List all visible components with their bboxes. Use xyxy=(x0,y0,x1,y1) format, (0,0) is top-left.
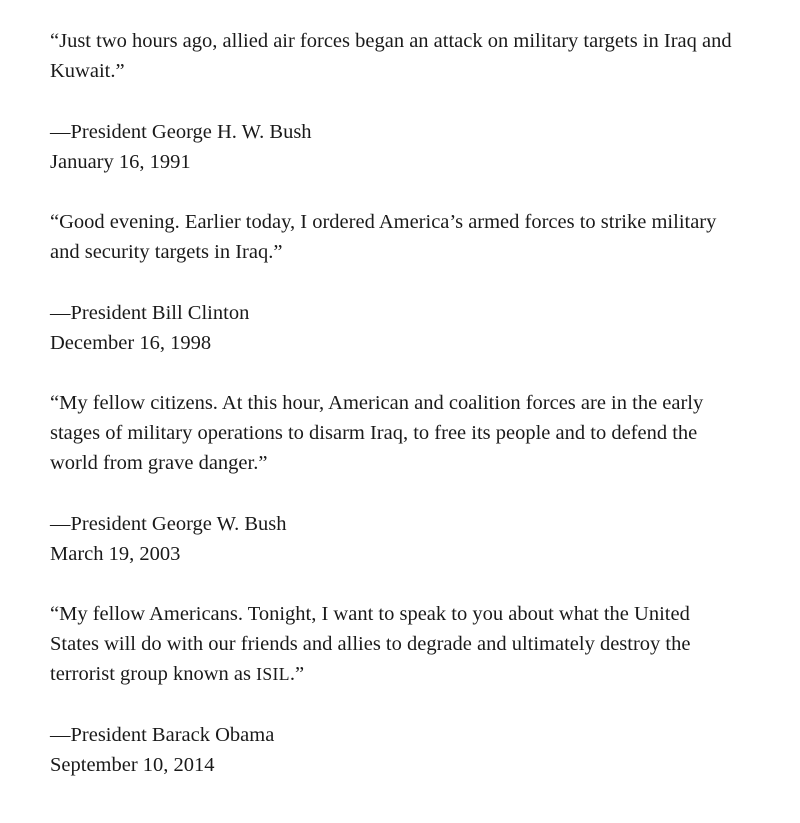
quote-speaker: —President Barack Obama xyxy=(50,724,275,746)
quote-date: December 16, 1998 xyxy=(50,332,212,354)
quote-text: “Good evening. Earlier today, I ordered America’s armed forces to strike military and security targets in Iraq.” xyxy=(50,211,717,263)
article-body xyxy=(50,26,750,780)
quote-text-before: “My fellow Americans. Tonight, I want to speak to you about what the United States will do with our friends and allies to degrade and ultimately destroy the terrorist group known as xyxy=(50,603,691,685)
quote-attribution xyxy=(50,117,750,177)
quote-entry-bush-2003 xyxy=(50,388,750,569)
quote-attribution xyxy=(50,298,750,358)
quote-attribution xyxy=(50,509,750,569)
quote-text-after: .” xyxy=(289,663,305,685)
quote-attribution xyxy=(50,720,750,780)
quote-speaker: —President Bill Clinton xyxy=(50,302,250,324)
quote-entry-obama-2014 xyxy=(50,599,750,780)
quote-date: March 19, 2003 xyxy=(50,543,181,565)
quote-entry-bush-1991 xyxy=(50,26,750,177)
quote-date: September 10, 2014 xyxy=(50,754,215,776)
quote-text: “Just two hours ago, allied air forces began an attack on military targets in Iraq and Kuwait.” xyxy=(50,30,732,82)
quote-acronym: ISIL xyxy=(256,664,290,684)
quote-date: January 16, 1991 xyxy=(50,151,191,173)
quote-speaker: —President George W. Bush xyxy=(50,513,287,535)
quote-text: “My fellow citizens. At this hour, American and coalition forces are in the early stages of military operations to disarm Iraq, to free its people and to defend the world from grave danger.” xyxy=(50,392,704,474)
quote-speaker: —President George H. W. Bush xyxy=(50,121,312,143)
quote-text xyxy=(50,599,740,689)
quote-entry-clinton-1998 xyxy=(50,207,750,358)
